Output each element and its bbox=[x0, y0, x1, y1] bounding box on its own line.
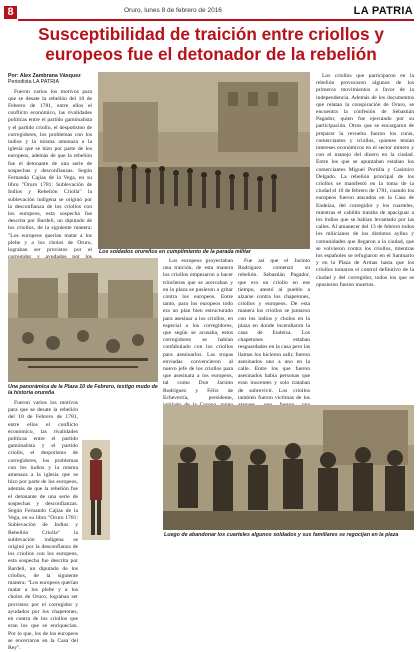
column-4-text: Los criollos que participaron en la rebelión provocaron algunos de los primeros movimientos a favor de la independencia. Además de los documentos que relatan la conspiración de Oruro, se encuentra la confesión de Sebastián Pagador, quien fue ejecutado por su participación. Otros que se encargaron de preparar la revuelta fueron los curas, comerciantes y criollos, quienes tenían intereses económicos en el sector minero y con el manejo del dinero en la ciudad. Entre los que se apuntaban estaban los comerciantes Miguel Portilla y Casimiro Delgado. La rebelión principal de los criollos se manifestó en la toma de la ciudad el 10 de febrero de 1781, cuando los europeos fueron atacados en la Casa de Endeiza, del corregidor y los cuarteles, mientras el cabildo trataba de apaciguar a los indios que se habían levantado por las calles. Al amanecer del 13 de febrero todos los milicianos de los distintos ayllus y comunidades que llegaron a la ciudad, que se volvieron contra los criollos, mientras los españoles se refugiaron en el Santuario y en la Plaza de Armas hasta que los criollos tomaron el control definitivo de la ciudad y del corregidor, todos los que se opusieron fueron muertos. bbox=[316, 73, 414, 288]
column-1-continued-text: Fueron varios los motivos para que se desate la rebelión del 10 de Febrero de 1781, entre ellos el conflicto económico, las rivalidades políticas entre el partido gamónalista y el partido criollo, el despotismo de corregidores, los problemas con los indios y la misma amenaza a la iglesia que se hizo por parte de los europeos, además de que la rebelión fue el detonante de una serie de sospechas y desconfianzas. Según Fernando Cajías de la Vega, en su libro "Oruro 1781: Sublevación de Indios y Rebelión Criolla" la sublevación indígena se originó por la desconfianza de los criollos con los europeos, esta sospecha fue descrita por Bardeli, un diputado de los criollos, de la siguiente manera: "Los europeos querían matar a los plebe y a los cholos de Oruro, lograban ser provistos por el corregidor y ayudados por los chapetones, en contra de los criollos que eran los que se enriquecían. Por lo que, los de los europeos se encerraron en la Casa del Rey". bbox=[8, 400, 78, 651]
page-header bbox=[0, 0, 420, 22]
page-number: 8 bbox=[4, 6, 17, 19]
caption-photo-1: Los soldados orureños en cumplimiento de la parada militar bbox=[99, 249, 251, 255]
dateline: Oruro, lunes 8 de febrero de 2016 bbox=[124, 7, 222, 14]
newspaper-name: LA PATRIA bbox=[353, 5, 413, 17]
photo-plaza-panorama bbox=[8, 258, 158, 382]
author-outlet: Periodista LA PATRIA bbox=[8, 79, 60, 86]
article-column-1 bbox=[8, 73, 92, 254]
column-3-text: Fue así que el Jacinto Rodríguez comenzó su rebelión. Sebastián Pagador, que era un criollo en ese tiempo, atentó al pueblo a alzarse contra los chapetones, criollos y europeos. De esta manera los criollos se juntaron con los indios y cholos en la plaza en donde incendiaron la casa de Endeiza. Los chapetones estaban resguardados en la casa pero las llamas los hicieron salir, fueron asesinados uno a uno en la calle. Entre los que fueron asesinados había personas que eran inocentes y solo trataban de sobrevivir. Los criollos también fueron víctimas de los bbox=[238, 258, 310, 401]
photo-military-parade bbox=[98, 72, 310, 249]
photo-military-parade-image bbox=[98, 72, 310, 249]
column-1-text: Fueron varios los motivos para que se desate la rebelión del 10 de Febrero de 1781, entre ellos el conflicto económico, las rivalidades políticas entre el partido gamónalista y el partido criollo, el despotismo de corregidores, los problemas con los indios y la misma amenaza a la iglesia que se hizo por parte de los europeos, además de que la rebelión fue el detonante de una serie de sospechas y desconfianzas. Según Fernando Cajías de la Vega, en su libro "Oruro 1781: Sublevación de Indios y Rebelión Criolla" la sublevación indígena se originó por la desconfianza de los criollos con los europeos, esta sospecha fue descrita por Bardeli, un diputado de los criollos, de la siguiente manera: "Los europeos querían matar a los plebe y a los cholos de Oruro, lograban ser provistos por el bbox=[8, 88, 92, 254]
caption-photo-2: Una panorámica de la Plaza 10 de Febrero, testigo mudo de la historia orureña bbox=[8, 384, 158, 396]
photo-soldier-image bbox=[82, 440, 110, 540]
article-column-1-continued bbox=[8, 400, 78, 651]
photo-soldiers-families bbox=[163, 405, 414, 530]
photo-plaza-panorama-image bbox=[8, 258, 158, 382]
photo-soldiers-families-image bbox=[163, 405, 414, 530]
article-column-2 bbox=[163, 258, 233, 403]
caption-photo-4: Luego de abandonar los cuarteles algunos soldados y sus familiares se regocijan en la plaza bbox=[164, 532, 399, 538]
header-rule bbox=[18, 19, 414, 21]
article-column-3 bbox=[238, 258, 310, 403]
article-column-4 bbox=[316, 73, 414, 403]
photo-soldier bbox=[82, 440, 110, 540]
column-2-text: Los europeos proyectaban una traición, de esta manera los criollos empezaron a hacer trincheras que se acercaban y en la plaza se pusieron a gritar contra los europeos. Entre tanto, para los europeos todo era un plan bien estructurado para asesinar a los criollos, en especial a los corregidores, que según se acusaba, estos corregidores se habían confabulado con los criollos para asesinarlos. Las tropas enviadas convencieron al nuevo jefe de los criollos para que asesinara a los europeos, tal como Don Jacinto Rodríguez y Félix de Echeverría, presidente, bbox=[163, 258, 233, 401]
author-byline: Por: Alex Zambrana Vásquez bbox=[8, 73, 81, 79]
article-headline: Susceptibilidad de traición entre criollos y europeos fue el detonador de la rebelión bbox=[38, 24, 384, 64]
